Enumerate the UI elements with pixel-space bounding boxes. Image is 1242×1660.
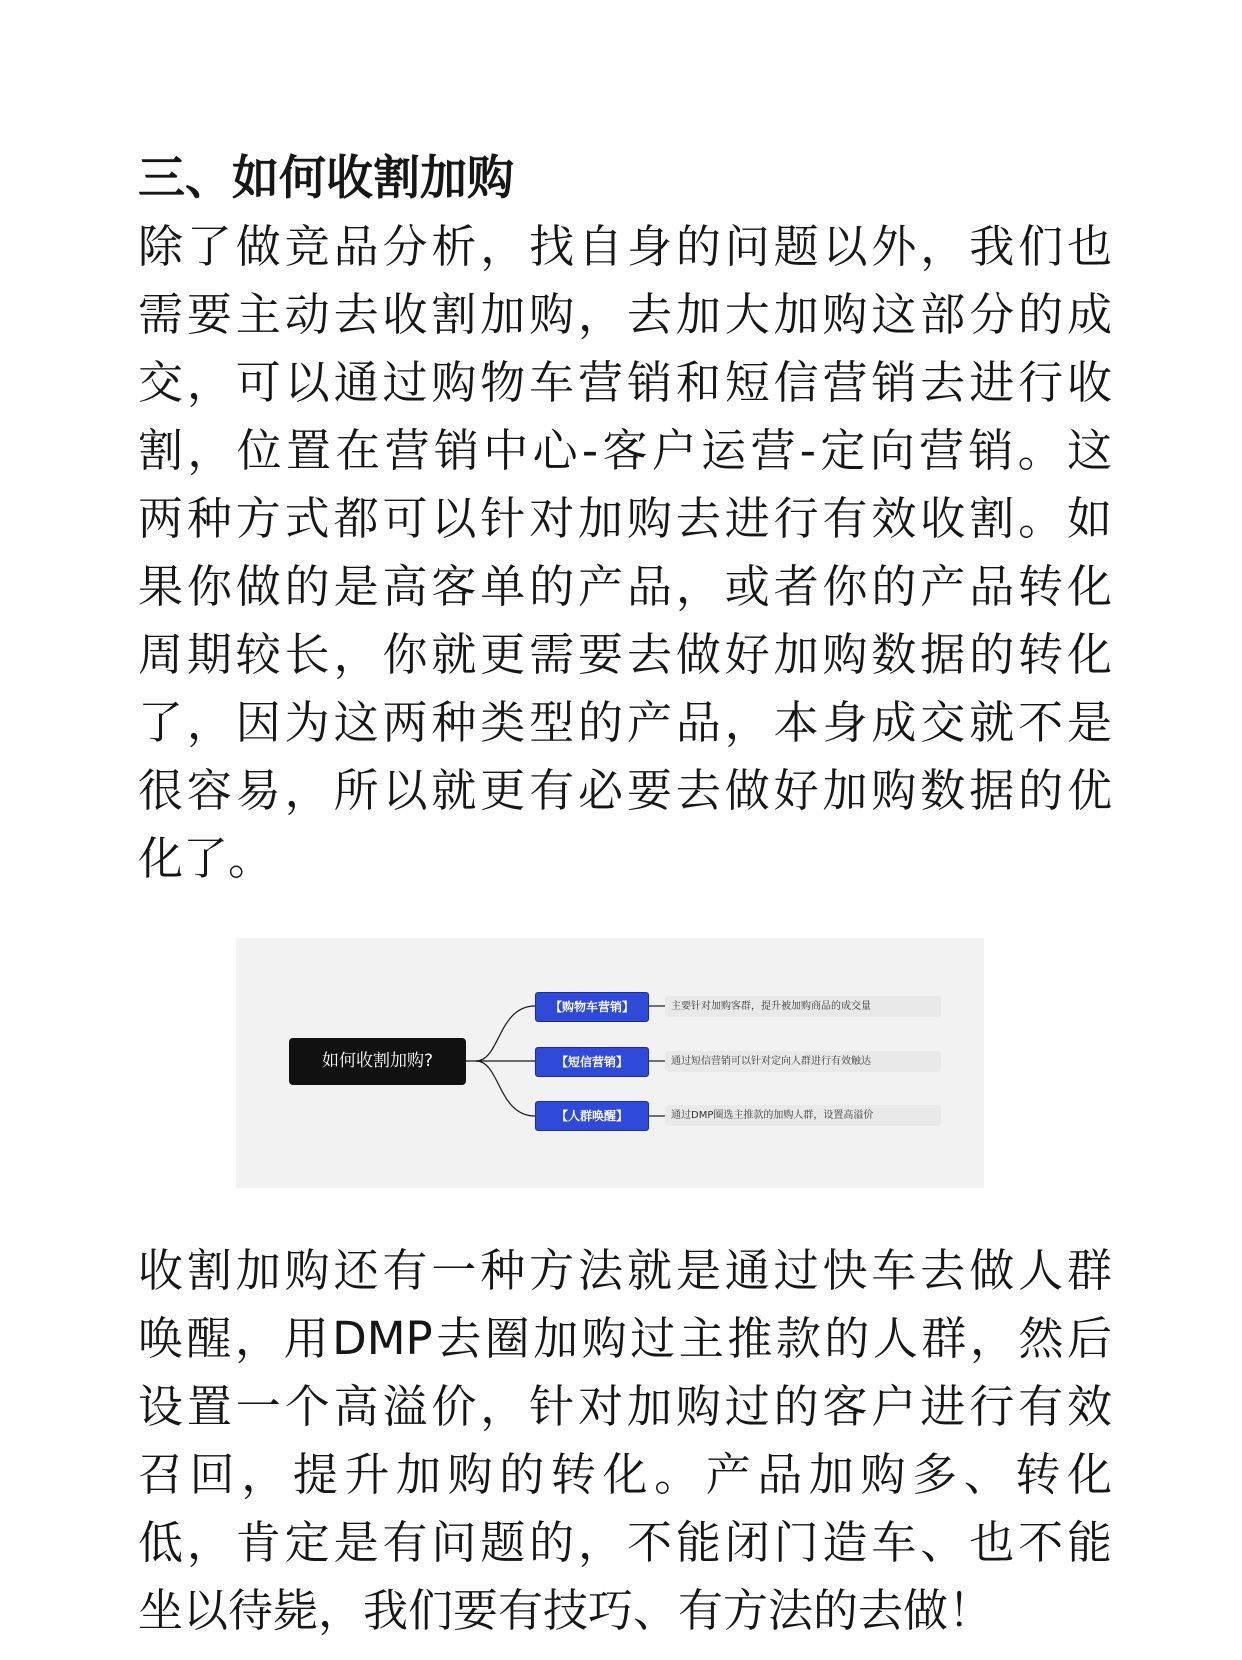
paragraph-line: 低，肯定是有问题的，不能闭门造车、也不能 (138, 1516, 1112, 1569)
paragraph-line: 召回，提升加购的转化。产品加购多、转化 (138, 1448, 1112, 1501)
paragraph-line: 果你做的是高客单的产品，或者你的产品转化 (138, 560, 1112, 613)
paragraph-line: 需要主动去收割加购，去加大加购这部分的成 (138, 288, 1112, 341)
article-top-section (138, 145, 1112, 893)
branch-node-sms-marketing: 【短信营销】 (535, 1047, 649, 1077)
paragraph-line: 两种方式都可以针对加购去进行有效收割。如 (138, 492, 1112, 545)
paragraph-line: 很容易，所以就更有必要去做好加购数据的优 (138, 764, 1112, 817)
branch-node-crowd-reactivation: 【人群唤醒】 (535, 1101, 649, 1131)
paragraph-line: 了，因为这两种类型的产品，本身成交就不是 (138, 696, 1112, 749)
paragraph-line: 割，位置在营销中心-客户运营-定向营销。这 (138, 424, 1112, 477)
branch-node-cart-marketing: 【购物车营销】 (535, 992, 649, 1022)
article-bottom-section (138, 1237, 1112, 1645)
branch-description: 通过DMP圈选主推款的加购人群，设置高溢价 (665, 1105, 941, 1126)
mind-map-root-node: 如何收割加购? (289, 1038, 466, 1085)
paragraph-line: 化了。 (138, 832, 274, 885)
paragraph-line: 设置一个高溢价，针对加购过的客户进行有效 (138, 1380, 1112, 1433)
branch-description: 通过短信营销可以针对定向人群进行有效触达 (665, 1051, 941, 1072)
paragraph-line: 交，可以通过购物车营销和短信营销去进行收 (138, 356, 1112, 409)
paragraph-line: 坐以待毙，我们要有技巧、有方法的去做！ (138, 1584, 994, 1637)
connector-root-to-branch-2 (476, 1061, 535, 1116)
paragraph-line: 周期较长，你就更需要去做好加购数据的转化 (138, 628, 1112, 681)
paragraph-line: 除了做竞品分析，找自身的问题以外，我们也 (138, 220, 1112, 273)
paragraph-line: 唤醒，用DMP去圈加购过主推款的人群，然后 (138, 1312, 1112, 1365)
branch-description: 主要针对加购客群，提升被加购商品的成交量 (665, 996, 941, 1017)
paragraph-line: 收割加购还有一种方法就是通过快车去做人群 (138, 1244, 1112, 1297)
connector-root-to-branch-0 (466, 1006, 535, 1061)
section-title: 三、如何收割加购 (138, 151, 514, 206)
mind-map-diagram (236, 938, 984, 1188)
